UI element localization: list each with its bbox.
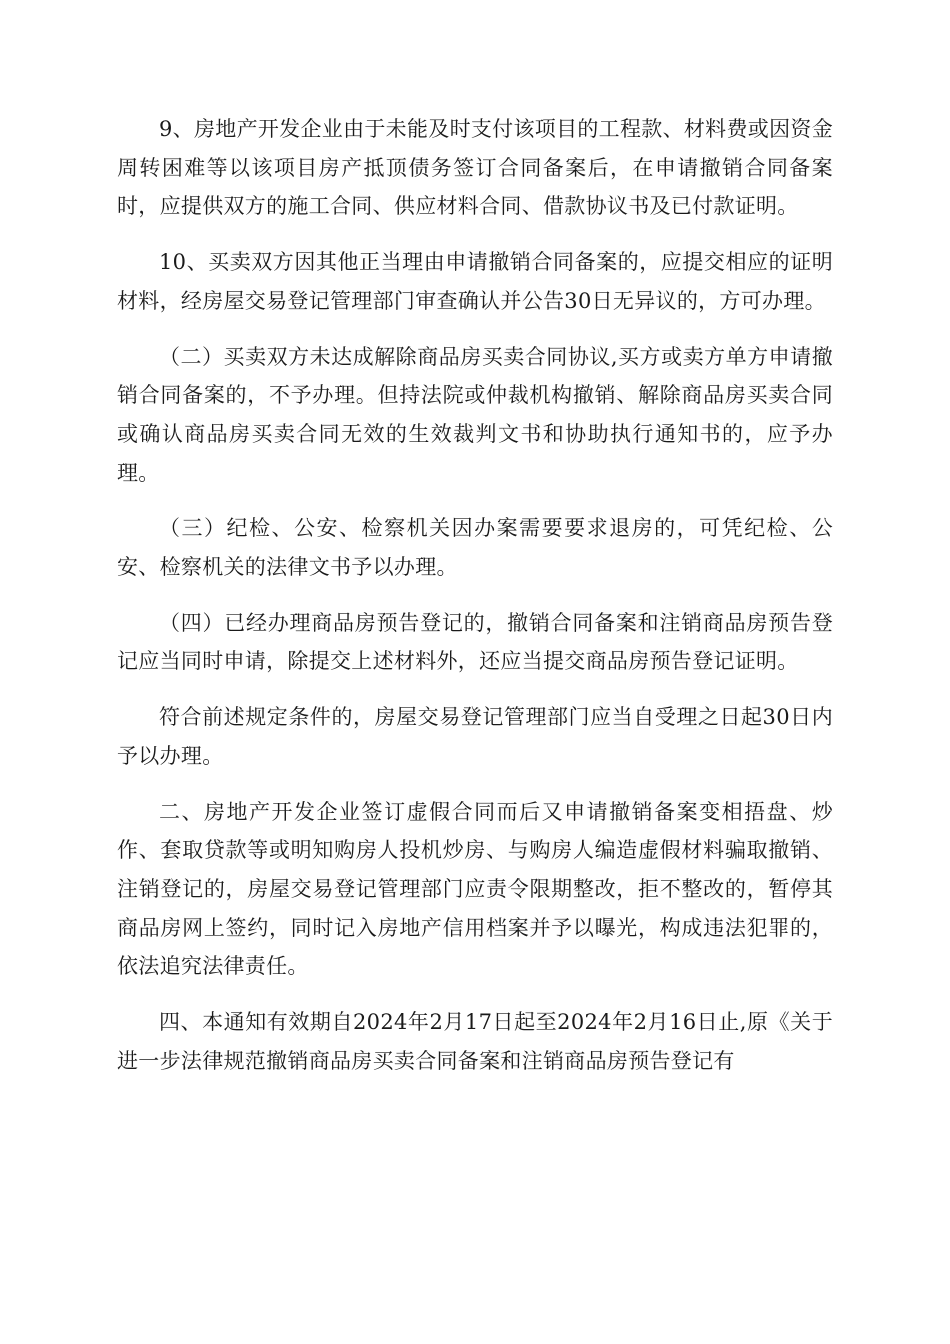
document-page bbox=[117, 110, 833, 1097]
paragraph-processing-deadline: 符合前述规定条件的，房屋交易登记管理部门应当自受理之日起30日内予以办理。 bbox=[117, 705, 833, 768]
paragraph-section-2: （二）买卖双方未达成解除商品房买卖合同协议,买方或卖方单方申请撤销合同备案的，不予办理。但持法院或仲裁机构撤销、解除商品房买卖合同或确认商品房买卖合同无效的生效裁判文书和协助执行通知书的，应予办理。 bbox=[117, 344, 833, 485]
paragraph-article-4: 四、本通知有效期自2024年2月17日起至2024年2月16日止,原《关于进一步法律规范撤销商品房买卖合同备案和注销商品房预告登记有 bbox=[117, 1010, 833, 1073]
paragraph-section-4: （四）已经办理商品房预告登记的，撤销合同备案和注销商品房预告登记应当同时申请，除提交上述材料外，还应当提交商品房预告登记证明。 bbox=[117, 610, 833, 674]
paragraph-item-9: 9、房地产开发企业由于未能及时支付该项目的工程款、材料费或因资金周转困难等以该项目房产抵顶债务签订合同备案后，在申请撤销合同备案时，应提供双方的施工合同、供应材料合同、借款协议书及已付款证明。 bbox=[117, 117, 833, 219]
paragraph-article-2: 二、房地产开发企业签订虚假合同而后又申请撤销备案变相捂盘、炒作、套取贷款等或明知购房人投机炒房、与购房人编造虚假材料骗取撤销、注销登记的，房屋交易登记管理部门应责令限期整改，拒不整改的，暂停其商品房网上签约，同时记入房地产信用档案并予以曝光，构成违法犯罪的，依法追究法律责任。 bbox=[117, 799, 833, 979]
paragraph-item-10: 10、买卖双方因其他正当理由申请撤销合同备案的，应提交相应的证明材料，经房屋交易登记管理部门审查确认并公告30日无异议的，方可办理。 bbox=[117, 250, 833, 313]
paragraph-section-3: （三）纪检、公安、检察机关因办案需要要求退房的，可凭纪检、公安、检察机关的法律文书予以办理。 bbox=[117, 516, 833, 580]
